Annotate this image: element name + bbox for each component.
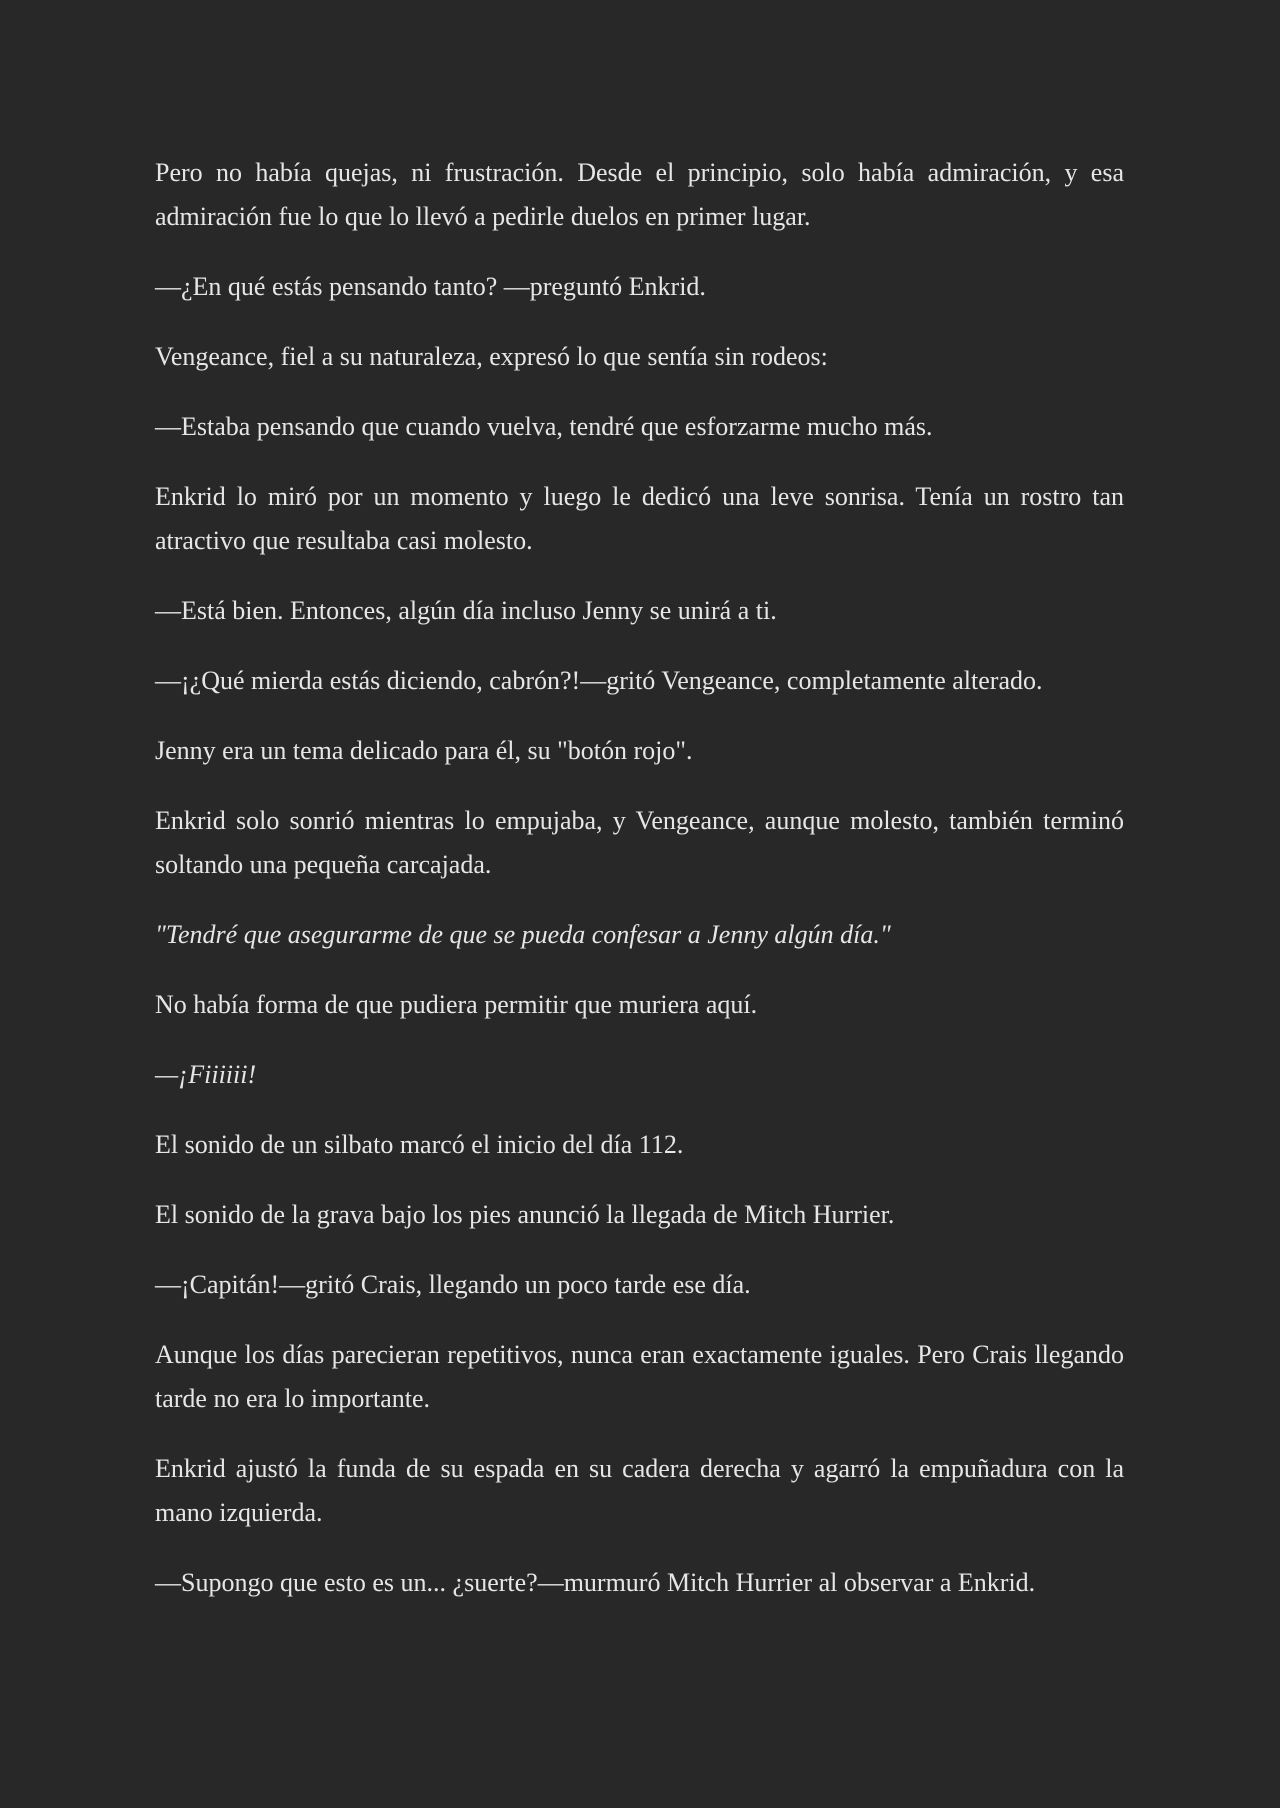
paragraph: Enkrid solo sonrió mientras lo empujaba, y Vengeance, aunque molesto, también terminó soltando una pequeña carcajada. [155, 806, 1124, 879]
inner-thought-paragraph: "Tendré que asegurarme de que se pueda confesar a Jenny algún día." [155, 920, 891, 949]
paragraph: No había forma de que pudiera permitir que muriera aquí. [155, 990, 758, 1019]
dialogue-paragraph: —¿En qué estás pensando tanto? —preguntó Enkrid. [155, 272, 706, 301]
dialogue-paragraph: —¡Capitán!—gritó Crais, llegando un poco tarde ese día. [155, 1270, 751, 1299]
sound-effect-paragraph: —¡Fiiiiii! [155, 1060, 257, 1089]
paragraph: Enkrid lo miró por un momento y luego le dedicó una leve sonrisa. Tenía un rostro tan atractivo que resultaba casi molesto. [155, 482, 1124, 555]
dialogue-paragraph: —Está bien. Entonces, algún día incluso Jenny se unirá a ti. [155, 596, 777, 625]
paragraph: El sonido de un silbato marcó el inicio del día 112. [155, 1130, 684, 1159]
paragraph: El sonido de la grava bajo los pies anunció la llegada de Mitch Hurrier. [155, 1200, 895, 1229]
dialogue-paragraph: —Supongo que esto es un... ¿suerte?—murmuró Mitch Hurrier al observar a Enkrid. [155, 1568, 1036, 1597]
dialogue-paragraph: —¡¿Qué mierda estás diciendo, cabrón?!—gritó Vengeance, completamente alterado. [155, 666, 1043, 695]
dialogue-paragraph: —Estaba pensando que cuando vuelva, tendré que esforzarme mucho más. [155, 412, 933, 441]
paragraph: Pero no había quejas, ni frustración. Desde el principio, solo había admiración, y esa admiración fue lo que lo llevó a pedirle duelos en primer lugar. [155, 158, 1124, 231]
paragraph: Vengeance, fiel a su naturaleza, expresó lo que sentía sin rodeos: [155, 342, 828, 371]
paragraph: Aunque los días parecieran repetitivos, nunca eran exactamente iguales. Pero Crais llegando tarde no era lo importante. [155, 1340, 1124, 1413]
reader-content [155, 151, 1124, 1631]
paragraph: Enkrid ajustó la funda de su espada en su cadera derecha y agarró la empuñadura con la mano izquierda. [155, 1454, 1124, 1527]
paragraph: Jenny era un tema delicado para él, su "botón rojo". [155, 736, 693, 765]
